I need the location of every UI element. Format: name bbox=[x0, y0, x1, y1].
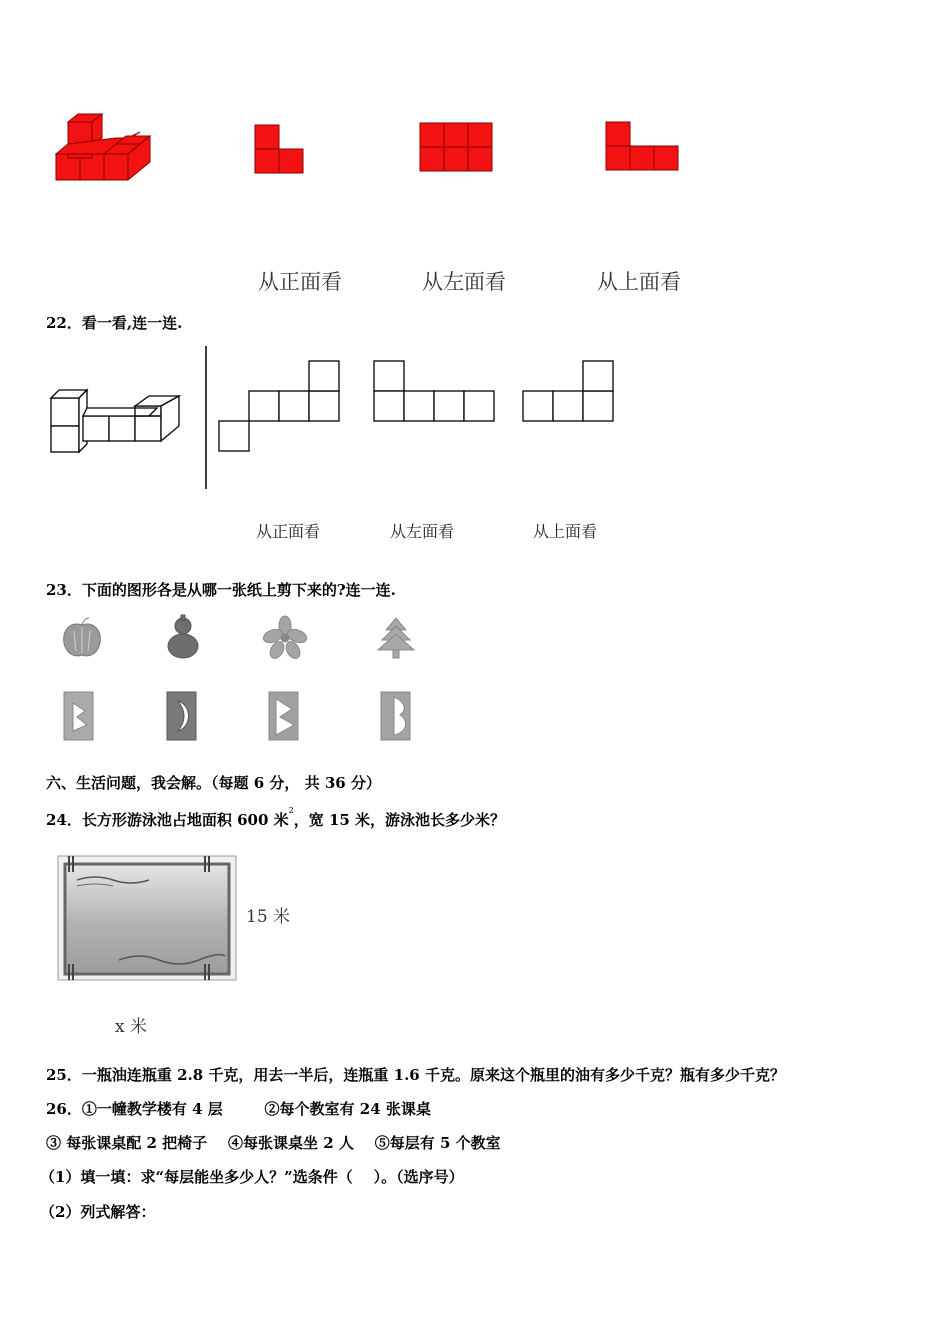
q22-caption-left: 从左面看 bbox=[390, 522, 455, 541]
apple-icon bbox=[60, 617, 104, 659]
fig21-caption-front: 从正面看 bbox=[258, 270, 342, 294]
q24-superscript: 2 bbox=[288, 806, 294, 815]
paper-cutout-a bbox=[63, 691, 95, 741]
q26-line1: 26．①一幢教学楼有 4 层 ②每个教室有 24 张课桌 bbox=[46, 1100, 431, 1118]
section6-title: 六、生活问题，我会解。（每题 6 分， 共 36 分） bbox=[46, 774, 381, 792]
pool-width-label: 15 米 bbox=[246, 907, 291, 927]
pine-tree-icon bbox=[376, 616, 416, 660]
q24-text bbox=[46, 806, 506, 830]
gourd-icon bbox=[165, 614, 201, 660]
q24-text-before: 24．长方形游泳池占地面积 600 米 bbox=[46, 811, 289, 829]
q22-view-c bbox=[522, 360, 616, 424]
q25-text: 25．一瓶油连瓶重 2.8 千克，用去一半后，连瓶重 1.6 千克。原来这个瓶里的油有多少千克？瓶有多少千克？ bbox=[46, 1066, 785, 1084]
swimming-pool-figure bbox=[55, 852, 245, 987]
divider-line bbox=[205, 346, 209, 490]
front-view-figure bbox=[255, 125, 305, 175]
q22-caption-front: 从正面看 bbox=[256, 522, 321, 541]
q26-part2: （2）列式解答： bbox=[40, 1203, 156, 1221]
pool-length-label: x 米 bbox=[115, 1017, 147, 1037]
q22-caption-top: 从上面看 bbox=[533, 522, 598, 541]
q22-view-b bbox=[373, 360, 497, 424]
left-view-figure bbox=[420, 123, 494, 173]
cube-solid-figure bbox=[50, 108, 160, 188]
top-view-figure bbox=[606, 122, 680, 172]
q26-part1: （1）填一填：求“每层能坐多少人？”选条件（ ）。（选序号） bbox=[40, 1168, 464, 1186]
paper-cutout-c bbox=[268, 691, 300, 741]
q23-text: 23．下面的图形各是从哪一张纸上剪下来的?连一连. bbox=[46, 581, 396, 599]
q22-text: 22．看一看,连一连. bbox=[46, 314, 183, 332]
q26-line2: ③ 每张课桌配 2 把椅子 ④每张课桌坐 2 人 ⑤每层有 5 个教室 bbox=[46, 1134, 501, 1152]
q24-text-after: ，宽 15 米，游泳池长多少米？ bbox=[293, 811, 506, 829]
paper-cutout-b bbox=[166, 691, 198, 741]
fig21-caption-top: 从上面看 bbox=[597, 270, 681, 294]
q22-solid-figure bbox=[50, 388, 190, 458]
q22-view-a bbox=[218, 360, 342, 454]
flower-icon bbox=[263, 616, 307, 658]
fig21-caption-left: 从左面看 bbox=[422, 270, 506, 294]
paper-cutout-d bbox=[380, 691, 412, 741]
